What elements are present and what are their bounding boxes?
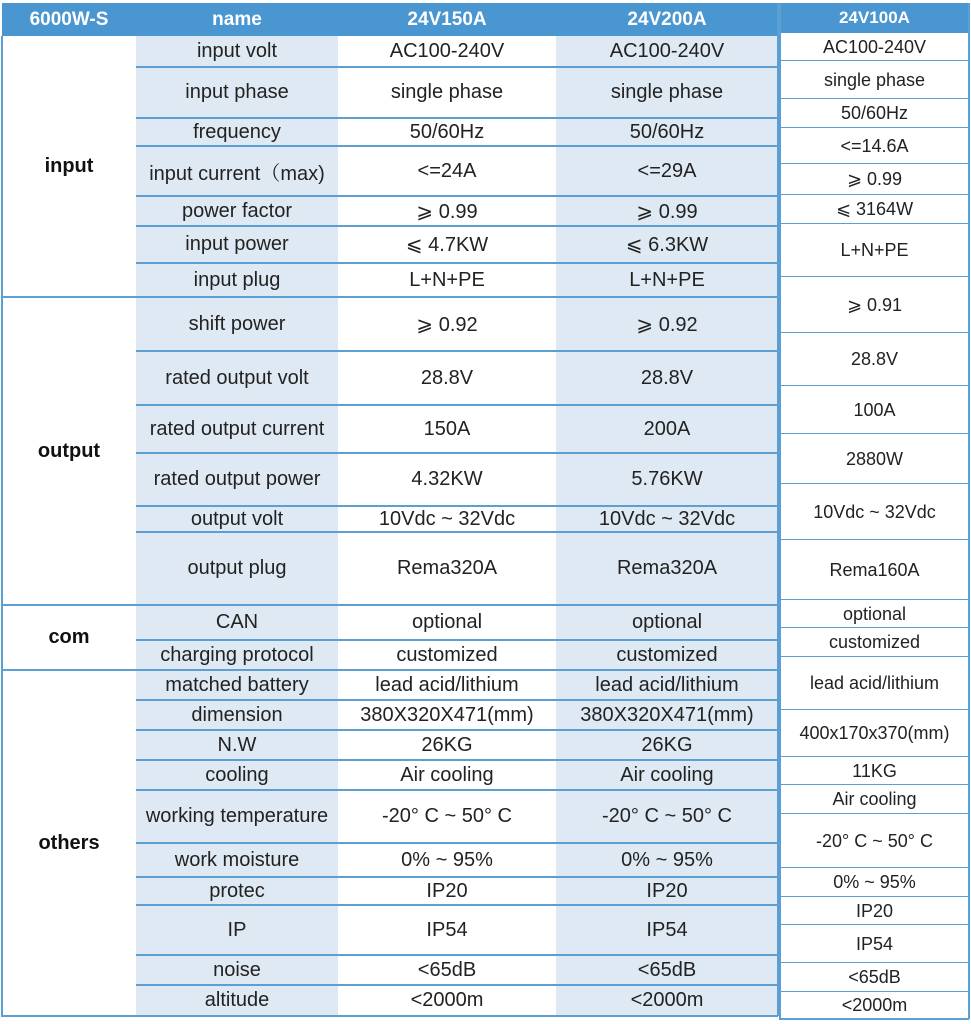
row-label: altitude bbox=[204, 989, 270, 1011]
value-24v150a: <65dB bbox=[417, 958, 477, 981]
value-24v200a: IP54 bbox=[646, 918, 688, 941]
value-24v200a: Air cooling bbox=[620, 763, 714, 786]
side-value: AC100-240V bbox=[780, 33, 969, 61]
row-label: power factor bbox=[181, 199, 293, 222]
row-label: input volt bbox=[196, 40, 278, 62]
row-label: input phase bbox=[185, 81, 289, 103]
row-label: protec bbox=[209, 879, 265, 902]
value-24v200a: <2000m bbox=[630, 989, 704, 1011]
value-24v150a: <2000m bbox=[410, 989, 484, 1011]
value-24v150a: single phase bbox=[390, 81, 504, 103]
side-value: Air cooling bbox=[780, 785, 969, 814]
side-header-24v100a: 24V100A bbox=[780, 3, 969, 33]
value-24v150a: customized bbox=[396, 643, 498, 666]
value-24v200a: ⩾ 0.92 bbox=[636, 313, 698, 336]
row-label: working temperature bbox=[145, 805, 329, 827]
row-label: frequency bbox=[193, 120, 281, 143]
group-label-input: input bbox=[44, 155, 94, 177]
group-label-output: output bbox=[37, 439, 101, 462]
side-value: L+N+PE bbox=[780, 224, 969, 277]
value-24v200a: 50/60Hz bbox=[629, 120, 705, 143]
value-24v200a: IP20 bbox=[646, 879, 688, 902]
value-24v200a: <=29A bbox=[637, 159, 697, 182]
side-border-bottom bbox=[779, 1018, 969, 1020]
row-label: IP bbox=[227, 918, 247, 941]
value-24v200a: single phase bbox=[610, 81, 724, 103]
value-24v150a: 380X320X471(mm) bbox=[360, 703, 534, 726]
value-24v150a: 28.8V bbox=[420, 366, 474, 389]
side-value: 10Vdc ~ 32Vdc bbox=[780, 484, 969, 540]
row-label: input power bbox=[185, 233, 289, 255]
value-24v200a: 28.8V bbox=[640, 366, 694, 389]
value-24v150a: 10Vdc ~ 32Vdc bbox=[378, 507, 516, 530]
row-label: N.W bbox=[217, 733, 257, 756]
side-value: ⩾ 0.99 bbox=[780, 164, 969, 195]
row-label: dimension bbox=[191, 703, 283, 726]
value-24v150a: lead acid/lithium bbox=[375, 673, 519, 696]
row-label: cooling bbox=[205, 763, 269, 786]
value-24v150a: ⩾ 0.99 bbox=[416, 200, 478, 223]
value-24v200a: AC100-240V bbox=[609, 40, 725, 62]
side-value: customized bbox=[780, 628, 969, 657]
header-24v200a: 24V200A bbox=[556, 3, 778, 36]
side-value: Rema160A bbox=[780, 540, 969, 600]
value-24v200a: lead acid/lithium bbox=[595, 673, 739, 696]
side-border-left bbox=[779, 3, 781, 1019]
row-label: shift power bbox=[188, 312, 286, 335]
side-value: lead acid/lithium bbox=[780, 657, 969, 710]
header-model-series: 6000W-S bbox=[2, 3, 136, 36]
row-label: input plug bbox=[193, 268, 281, 291]
side-value: <65dB bbox=[780, 963, 969, 992]
side-value: ⩽ 3164W bbox=[780, 195, 969, 224]
value-24v150a: ⩽ 4.7KW bbox=[405, 234, 489, 256]
value-24v150a: 4.32KW bbox=[411, 468, 483, 490]
side-value: 11KG bbox=[780, 757, 969, 785]
side-value: IP20 bbox=[780, 897, 969, 925]
value-24v150a: <=24A bbox=[417, 159, 477, 182]
value-24v200a: 26KG bbox=[641, 733, 693, 756]
side-border-right bbox=[968, 3, 970, 1019]
value-24v150a: AC100-240V bbox=[389, 40, 505, 62]
value-24v200a: optional bbox=[631, 611, 703, 633]
side-value: 28.8V bbox=[780, 333, 969, 386]
value-24v150a: IP54 bbox=[426, 918, 468, 941]
value-24v150a: optional bbox=[411, 611, 483, 633]
value-24v200a: ⩾ 0.99 bbox=[636, 200, 698, 223]
header-name: name bbox=[136, 3, 338, 36]
value-24v200a: <65dB bbox=[637, 958, 697, 981]
group-label-com: com bbox=[48, 626, 90, 648]
value-24v200a: 5.76KW bbox=[631, 468, 703, 490]
value-24v200a: 380X320X471(mm) bbox=[580, 703, 754, 726]
value-24v150a: L+N+PE bbox=[409, 268, 485, 291]
row-label: output plug bbox=[187, 557, 287, 579]
value-24v200a: 10Vdc ~ 32Vdc bbox=[598, 507, 736, 530]
side-value: ⩾ 0.91 bbox=[780, 277, 969, 333]
main-border-left bbox=[1, 36, 3, 1016]
value-24v150a: -20° C ~ 50° C bbox=[382, 805, 512, 827]
side-value: 400x170x370(mm) bbox=[780, 710, 969, 757]
side-value: 50/60Hz bbox=[780, 99, 969, 128]
row-label: input current（max) bbox=[149, 162, 325, 185]
side-value: 0% ~ 95% bbox=[780, 868, 969, 897]
row-label: noise bbox=[213, 958, 261, 981]
side-value: IP54 bbox=[780, 925, 969, 963]
side-value: 2880W bbox=[780, 434, 969, 484]
value-24v200a: Rema320A bbox=[616, 557, 718, 579]
main-border-bottom bbox=[1, 1015, 778, 1017]
header-24v150a: 24V150A bbox=[338, 3, 556, 36]
value-24v200a: ⩽ 6.3KW bbox=[625, 234, 709, 256]
side-value: optional bbox=[780, 600, 969, 628]
row-label: rated output power bbox=[153, 468, 321, 490]
value-24v200a: -20° C ~ 50° C bbox=[602, 805, 732, 827]
side-value: <2000m bbox=[780, 992, 969, 1019]
value-24v150a: ⩾ 0.92 bbox=[416, 313, 478, 336]
value-24v150a: 0% ~ 95% bbox=[401, 848, 493, 871]
value-24v200a: 0% ~ 95% bbox=[621, 848, 713, 871]
value-24v150a: 150A bbox=[423, 417, 471, 440]
row-label: work moisture bbox=[174, 848, 300, 871]
side-value: 100A bbox=[780, 386, 969, 434]
side-value: <=14.6A bbox=[780, 128, 969, 164]
value-24v150a: 26KG bbox=[421, 733, 473, 756]
row-label: CAN bbox=[215, 611, 259, 633]
value-24v200a: 200A bbox=[643, 417, 691, 440]
row-label: rated output current bbox=[149, 417, 325, 440]
value-24v150a: IP20 bbox=[426, 879, 468, 902]
group-label-others: others bbox=[38, 831, 100, 854]
value-24v200a: L+N+PE bbox=[629, 268, 705, 291]
row-label: charging protocol bbox=[160, 643, 314, 666]
value-24v150a: Rema320A bbox=[396, 557, 498, 579]
value-24v200a: customized bbox=[616, 643, 718, 666]
row-label: matched battery bbox=[165, 673, 309, 696]
row-label: rated output volt bbox=[165, 366, 309, 389]
side-value: -20° C ~ 50° C bbox=[780, 814, 969, 868]
value-24v150a: 50/60Hz bbox=[409, 120, 485, 143]
row-label: output volt bbox=[190, 507, 284, 530]
value-24v150a: Air cooling bbox=[400, 763, 494, 786]
side-value: single phase bbox=[780, 61, 969, 99]
